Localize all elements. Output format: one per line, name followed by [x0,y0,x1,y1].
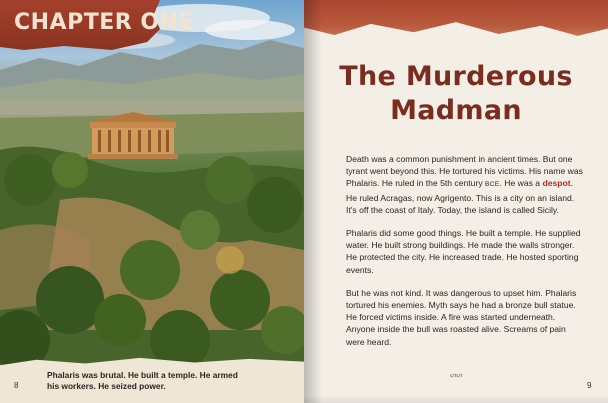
page-number-right: 9 [587,381,592,390]
paragraph-1-text-c: . He ruled Acragas, now Agrigento. This is a city on an island. It's off the coast of Italy. Today, the island is called Sicily. [346,178,575,215]
grunge-header-band [304,0,608,46]
paragraph-3: But he was not kind. It was dangerous to upset him. Phalaris tortured his enemies. Myth says he had a bronze bull statue. He forced victims inside. A fire was started underneath. Anyone inside the bull was roasted alive. Screams of pain were heard. [346,287,577,347]
chapter-label: CHAPTER ONE [14,10,194,35]
heading-line-1: The Murderous [339,61,573,92]
right-page [304,0,608,403]
paragraph-1-text-b: . He was a [499,178,543,189]
page-bottom-edge [304,395,608,403]
glossary-term-despot[interactable]: despot [542,178,571,189]
heading-line-2: Madman [390,95,522,126]
body-text [346,153,586,359]
page-number-left: 8 [14,381,19,390]
paragraph-1 [346,153,586,216]
paragraph-1-text-a: Death was a common punishment in ancient times. But one tyrant went beyond this. He tortured his victims. His name was Phalaris. He ruled in the 5th century [346,154,583,189]
chapter-heading [304,60,608,128]
paragraph-2: Phalaris did some good things. He built a temple. He supplied water. He built strong buildings. He made the walls stronger. He protected the city. He increased trade. He hosted sporting events. [346,228,581,275]
photo-caption: Phalaris was brutal. He built a temple. He armed his workers. He seized power. [47,370,238,391]
ornament-icon: ᔕᔕ [450,372,463,379]
era-abbreviation: BCE [485,181,500,189]
